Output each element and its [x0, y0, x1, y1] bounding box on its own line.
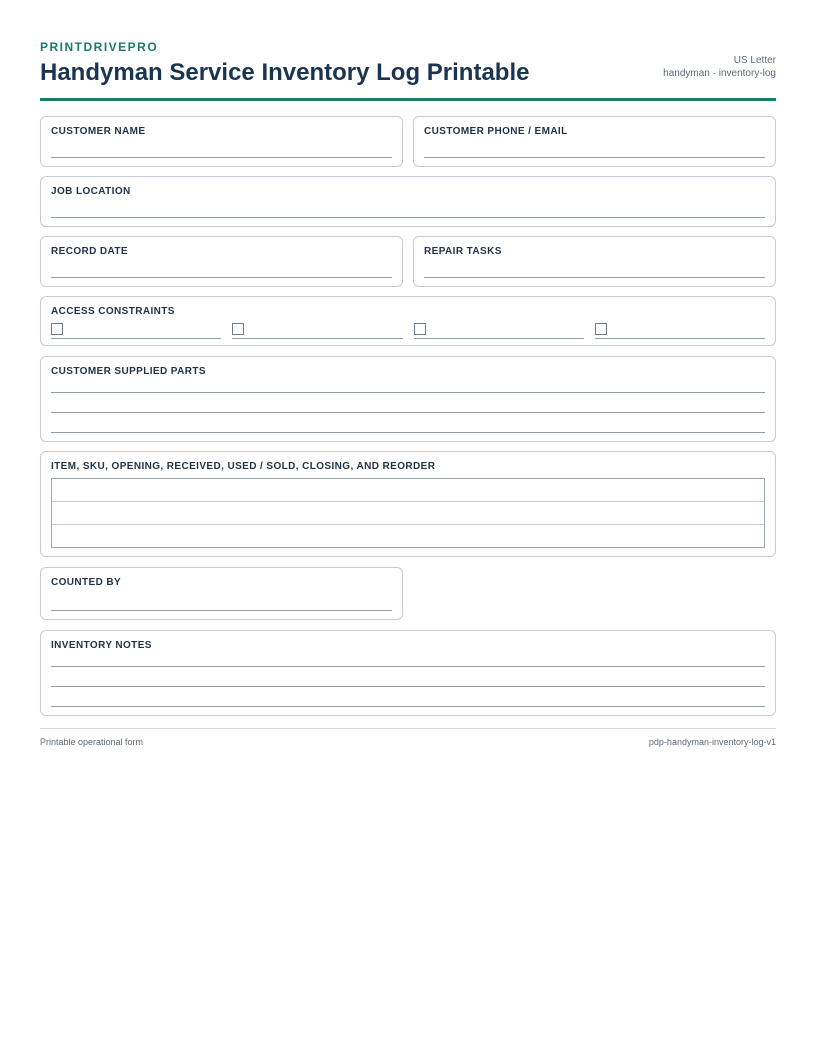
access-constraints-section — [40, 296, 776, 346]
parts-line[interactable] — [51, 392, 765, 393]
access-checkbox[interactable] — [51, 323, 63, 335]
access-option-field[interactable] — [232, 338, 402, 339]
access-constraints-options — [51, 323, 765, 339]
access-option-field[interactable] — [595, 338, 765, 339]
record-date-section — [40, 236, 403, 287]
customer-name-label: CUSTOMER NAME — [51, 126, 146, 137]
customer-contact-section — [413, 116, 776, 167]
counted-by-field[interactable] — [51, 610, 392, 611]
customer-name-section — [40, 116, 403, 167]
notes-line[interactable] — [51, 666, 765, 667]
repair-tasks-field[interactable] — [424, 277, 765, 278]
parts-line[interactable] — [51, 432, 765, 433]
customer-supplied-parts-label: CUSTOMER SUPPLIED PARTS — [51, 366, 206, 377]
job-location-section — [40, 176, 776, 227]
footer-form-id: pdp-handyman-inventory-log-v1 — [648, 737, 776, 747]
access-option — [51, 323, 221, 339]
record-date-field[interactable] — [51, 277, 392, 278]
record-date-label: RECORD DATE — [51, 246, 128, 257]
parts-line[interactable] — [51, 412, 765, 413]
form-tags: handyman · inventory-log — [663, 68, 776, 79]
inventory-table-label: ITEM, SKU, OPENING, RECEIVED, USED / SOLD, CLOSING, AND REORDER — [51, 461, 436, 472]
inventory-table — [51, 478, 765, 548]
header-rule — [40, 98, 776, 101]
table-row[interactable] — [52, 502, 764, 525]
notes-line[interactable] — [51, 706, 765, 707]
access-checkbox[interactable] — [595, 323, 607, 335]
inventory-table-section — [40, 451, 776, 557]
access-option-field[interactable] — [51, 338, 221, 339]
paper-size-label: US Letter — [733, 55, 776, 66]
access-option — [595, 323, 765, 339]
page-title: Handyman Service Inventory Log Printable — [40, 59, 530, 86]
inventory-notes-section — [40, 630, 776, 716]
page-meta — [663, 54, 776, 80]
access-checkbox[interactable] — [232, 323, 244, 335]
notes-line[interactable] — [51, 686, 765, 687]
access-option — [414, 323, 584, 339]
access-option — [232, 323, 402, 339]
table-row[interactable] — [52, 525, 764, 548]
footer-left-text: Printable operational form — [40, 737, 144, 747]
counted-by-label: COUNTED BY — [51, 577, 122, 588]
access-constraints-label: ACCESS CONSTRAINTS — [51, 306, 175, 317]
customer-contact-field[interactable] — [424, 157, 765, 158]
access-option-field[interactable] — [414, 338, 584, 339]
table-row[interactable] — [52, 479, 764, 502]
page-footer — [40, 728, 776, 747]
customer-contact-label: CUSTOMER PHONE / EMAIL — [424, 126, 568, 137]
job-location-label: JOB LOCATION — [51, 186, 131, 197]
inventory-notes-label: INVENTORY NOTES — [51, 640, 152, 651]
page-header — [40, 40, 776, 101]
repair-tasks-label: REPAIR TASKS — [424, 246, 502, 257]
counted-by-section — [40, 567, 403, 620]
access-checkbox[interactable] — [414, 323, 426, 335]
repair-tasks-section — [413, 236, 776, 287]
customer-name-field[interactable] — [51, 157, 392, 158]
job-location-field[interactable] — [51, 217, 765, 218]
brand-name: PRINTDRIVEPRO — [40, 40, 159, 54]
customer-supplied-parts-section — [40, 356, 776, 442]
